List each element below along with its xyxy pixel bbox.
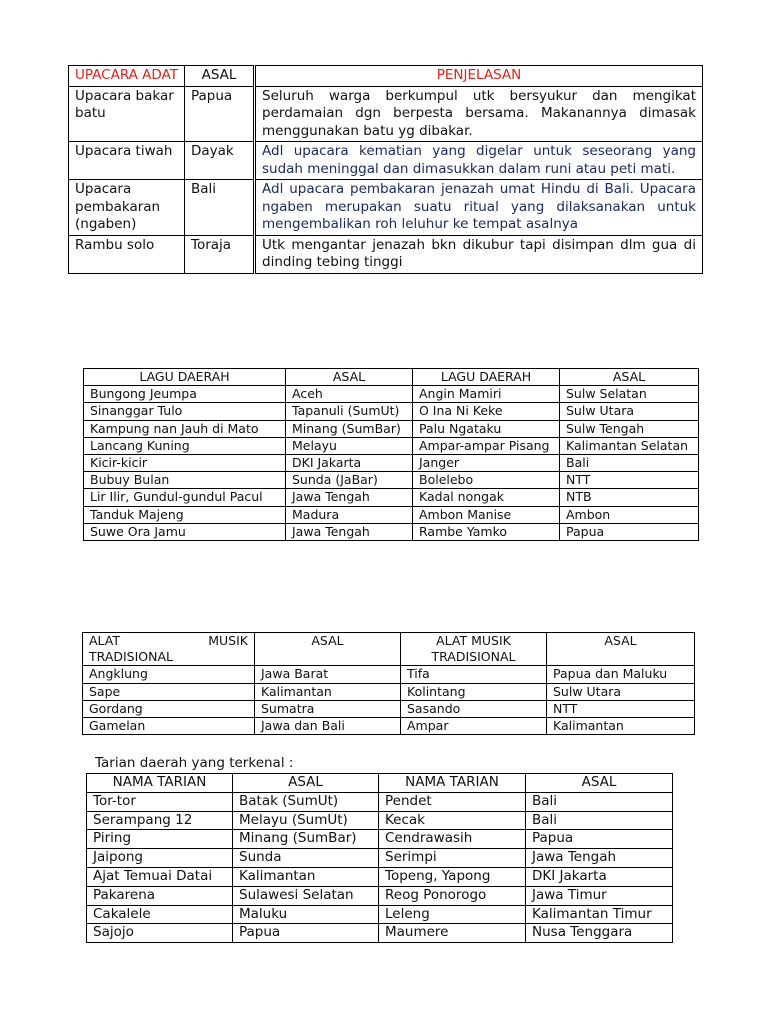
- lagu-name: Lancang Kuning: [84, 437, 286, 454]
- tarian-name: Kecak: [379, 811, 526, 830]
- lagu-asal: Sunda (JaBar): [286, 472, 413, 489]
- tarian-asal: Batak (SumUt): [233, 792, 379, 811]
- lagu-asal: Minang (SumBar): [286, 420, 413, 437]
- header-alat-musik: ALAT MUSIK TRADISIONAL: [83, 633, 255, 666]
- tarian-asal: DKI Jakarta: [526, 867, 673, 886]
- lagu-name: Ampar-ampar Pisang: [413, 437, 560, 454]
- tarian-name: Cendrawasih: [379, 830, 526, 849]
- tarian-name: Tor-tor: [87, 792, 233, 811]
- upacara-name: Upacara bakar batu: [69, 86, 185, 142]
- upacara-penjelasan: Adl upacara pembakaran jenazah umat Hindu di Bali. Upacara ngaben merupakan suatu ritual yang dilaksanakan untuk mengembalikan roh leluhur ke tempat asalnya: [255, 180, 703, 236]
- tarian-name: Leleng: [379, 905, 526, 924]
- tarian-name: Ajat Temuai Datai: [87, 867, 233, 886]
- table-row: [87, 849, 673, 868]
- header-asal: ASAL: [255, 633, 401, 666]
- lagu-asal: Madura: [286, 506, 413, 523]
- table-header-row: [69, 66, 703, 87]
- lagu-name: Palu Ngataku: [413, 420, 560, 437]
- header-asal: ASAL: [547, 633, 695, 666]
- table-row: [87, 792, 673, 811]
- tarian-asal: Jawa Timur: [526, 886, 673, 905]
- upacara-asal: Toraja: [185, 235, 255, 273]
- header-asal: ASAL: [526, 774, 673, 793]
- tarian-asal: Sunda: [233, 849, 379, 868]
- tarian-name: Piring: [87, 830, 233, 849]
- alat-name: Sasando: [401, 700, 547, 717]
- header-asal: ASAL: [185, 66, 255, 87]
- lagu-name: Ambon Manise: [413, 506, 560, 523]
- alat-asal: Sumatra: [255, 700, 401, 717]
- table-row: [84, 403, 699, 420]
- alat-asal: Sulw Utara: [547, 683, 695, 700]
- tarian-asal: Bali: [526, 811, 673, 830]
- tarian-name: Pakarena: [87, 886, 233, 905]
- lagu-name: Kadal nongak: [413, 489, 560, 506]
- tarian-asal: Papua: [233, 924, 379, 943]
- alat-name: Angklung: [83, 666, 255, 683]
- upacara-name: Upacara tiwah: [69, 142, 185, 180]
- lagu-asal: NTB: [560, 489, 699, 506]
- alat-name: Sape: [83, 683, 255, 700]
- table-row: [84, 455, 699, 472]
- table-row: [87, 905, 673, 924]
- header-nama-tarian: NAMA TARIAN: [379, 774, 526, 793]
- tarian-asal: Kalimantan: [233, 867, 379, 886]
- lagu-asal: Sulw Tengah: [560, 420, 699, 437]
- lagu-name: Tanduk Majeng: [84, 506, 286, 523]
- lagu-name: Bolelebo: [413, 472, 560, 489]
- alat-name: Kolintang: [401, 683, 547, 700]
- table-row: [87, 924, 673, 943]
- table-row: [87, 867, 673, 886]
- tarian-asal: Minang (SumBar): [233, 830, 379, 849]
- alat-asal: Jawa dan Bali: [255, 718, 401, 735]
- table-row: [83, 700, 695, 717]
- upacara-asal: Papua: [185, 86, 255, 142]
- upacara-name: Upacara pembakaran (ngaben): [69, 180, 185, 236]
- lagu-asal: Jawa Tengah: [286, 489, 413, 506]
- upacara-adat-table: [68, 65, 703, 274]
- upacara-penjelasan: Adl upacara kematian yang digelar untuk seseorang yang sudah meninggal dan dimasukkan dalam runi atau peti mati.: [255, 142, 703, 180]
- lagu-asal: NTT: [560, 472, 699, 489]
- tarian-asal: Kalimantan Timur: [526, 905, 673, 924]
- lagu-name: Kicir-kicir: [84, 455, 286, 472]
- tarian-asal: Sulawesi Selatan: [233, 886, 379, 905]
- tarian-name: Reog Ponorogo: [379, 886, 526, 905]
- table-row: [83, 683, 695, 700]
- lagu-asal: Aceh: [286, 386, 413, 403]
- table-row: [69, 235, 703, 273]
- upacara-penjelasan: Utk mengantar jenazah bkn dikubur tapi disimpan dlm gua di dinding tebing tinggi: [255, 235, 703, 273]
- tarian-name: Jaipong: [87, 849, 233, 868]
- table-row: [84, 523, 699, 540]
- table-row: [84, 506, 699, 523]
- lagu-asal: Papua: [560, 523, 699, 540]
- alat-asal: Papua dan Maluku: [547, 666, 695, 683]
- tarian-asal: Jawa Tengah: [526, 849, 673, 868]
- tarian-name: Sajojo: [87, 924, 233, 943]
- tarian-asal: Bali: [526, 792, 673, 811]
- lagu-name: O Ina Ni Keke: [413, 403, 560, 420]
- lagu-asal: DKI Jakarta: [286, 455, 413, 472]
- alat-asal: Kalimantan: [547, 718, 695, 735]
- table-row: [87, 811, 673, 830]
- table-row: [84, 472, 699, 489]
- table-header-row: [84, 369, 699, 386]
- table-row: [84, 386, 699, 403]
- header-asal: ASAL: [233, 774, 379, 793]
- tarian-asal: Melayu (SumUt): [233, 811, 379, 830]
- alat-name: Gordang: [83, 700, 255, 717]
- lagu-name: Sinanggar Tulo: [84, 403, 286, 420]
- header-alat-musik: ALAT MUSIK TRADISIONAL: [401, 633, 547, 666]
- upacara-penjelasan: Seluruh warga berkumpul utk bersyukur dan mengikat perdamaian dgn berpesta bersama. Makanannya dimasak menggunakan batu yg dibakar.: [255, 86, 703, 142]
- header-nama-tarian: NAMA TARIAN: [87, 774, 233, 793]
- table-row: [84, 437, 699, 454]
- tarian-name: Pendet: [379, 792, 526, 811]
- tarian-name: Maumere: [379, 924, 526, 943]
- upacara-asal: Bali: [185, 180, 255, 236]
- alat-asal: Kalimantan: [255, 683, 401, 700]
- alat-musik-table: [82, 632, 695, 735]
- tarian-daerah-table: [86, 773, 673, 943]
- table-row: [83, 666, 695, 683]
- upacara-name: Rambu solo: [69, 235, 185, 273]
- lagu-asal: Ambon: [560, 506, 699, 523]
- upacara-asal: Dayak: [185, 142, 255, 180]
- lagu-name: Rambe Yamko: [413, 523, 560, 540]
- header-lagu-daerah: LAGU DAERAH: [413, 369, 560, 386]
- tarian-asal: Papua: [526, 830, 673, 849]
- lagu-asal: Sulw Utara: [560, 403, 699, 420]
- header-asal: ASAL: [286, 369, 413, 386]
- alat-name: Tifa: [401, 666, 547, 683]
- header-penjelasan: PENJELASAN: [255, 66, 703, 87]
- tarian-heading: Tarian daerah yang terkenal :: [95, 755, 294, 771]
- table-row: [83, 718, 695, 735]
- lagu-asal: Melayu: [286, 437, 413, 454]
- table-row: [69, 180, 703, 236]
- tarian-asal: Maluku: [233, 905, 379, 924]
- lagu-name: Kampung nan Jauh di Mato: [84, 420, 286, 437]
- table-header-row: [83, 633, 695, 666]
- table-row: [69, 142, 703, 180]
- lagu-name: Suwe Ora Jamu: [84, 523, 286, 540]
- alat-name: Gamelan: [83, 718, 255, 735]
- lagu-daerah-table: [83, 368, 699, 541]
- tarian-name: Topeng, Yapong: [379, 867, 526, 886]
- tarian-name: Serimpi: [379, 849, 526, 868]
- lagu-name: Janger: [413, 455, 560, 472]
- lagu-name: Bubuy Bulan: [84, 472, 286, 489]
- lagu-asal: Jawa Tengah: [286, 523, 413, 540]
- tarian-name: Cakalele: [87, 905, 233, 924]
- lagu-asal: Kalimantan Selatan: [560, 437, 699, 454]
- table-row: [87, 830, 673, 849]
- table-row: [84, 489, 699, 506]
- lagu-asal: Sulw Selatan: [560, 386, 699, 403]
- lagu-name: Angin Mamiri: [413, 386, 560, 403]
- header-asal: ASAL: [560, 369, 699, 386]
- tarian-asal: Nusa Tenggara: [526, 924, 673, 943]
- table-row: [84, 420, 699, 437]
- alat-name: Ampar: [401, 718, 547, 735]
- lagu-name: Bungong Jeumpa: [84, 386, 286, 403]
- table-row: [87, 886, 673, 905]
- alat-asal: Jawa Barat: [255, 666, 401, 683]
- lagu-asal: Bali: [560, 455, 699, 472]
- lagu-asal: Tapanuli (SumUt): [286, 403, 413, 420]
- header-upacara-adat: UPACARA ADAT: [69, 66, 185, 87]
- table-row: [69, 86, 703, 142]
- lagu-name: Lir Ilir, Gundul-gundul Pacul: [84, 489, 286, 506]
- table-header-row: [87, 774, 673, 793]
- tarian-name: Serampang 12: [87, 811, 233, 830]
- header-lagu-daerah: LAGU DAERAH: [84, 369, 286, 386]
- alat-asal: NTT: [547, 700, 695, 717]
